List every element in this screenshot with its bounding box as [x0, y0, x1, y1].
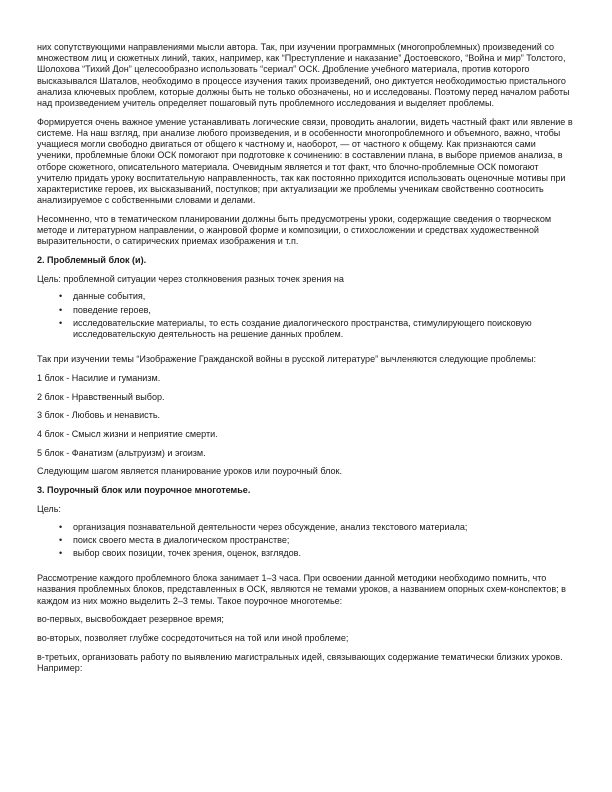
section-3-bullet-list [37, 522, 574, 560]
problem-block-5: 5 блок - Фанатизм (альтруизм) и эгоизм. [37, 447, 206, 458]
paragraph-third: в-третьих, организовать работу по выявлению магистральных идей, связывающих содержание тематически близких уроков. Например: [37, 651, 563, 673]
document-page [37, 42, 574, 682]
paragraph-block-duration: Рассмотрение каждого проблемного блока занимает 1–3 часа. При освоении данной методики необходимо помнить, что названия проблемных блоков, представленных в ОСК, являются не темами уроков, а названием опорных схем-конспектов; в каждом из них можно выделить 2–3 темы. Такое поурочное многотемье: [37, 573, 566, 606]
list-item: • поиск своего места в диалогическом пространстве; [73, 535, 574, 546]
list-item: • организация познавательной деятельности через обсуждение, анализ текстового материала; [73, 522, 574, 533]
list-item: • поведение героев, [73, 305, 574, 316]
section-2-next-step: Следующим шагом является планирование уроков или поурочный блок. [37, 466, 343, 477]
paragraph-first: во-первых, высвобождает резервное время; [37, 614, 224, 625]
list-item: • выбор своих позиции, точек зрения, оценок, взглядов. [73, 548, 574, 559]
section-2-intro: Так при изучении темы “Изображение Гражданской войны в русской литературе” вычленяются следующие проблемы: [37, 354, 536, 365]
paragraph-serial-osk: них сопутствующими направлениями мысли автора. Так, при изучении программных (многопроблемных) произведений со множеством лиц и сюжетных линий, таких, например, как “Преступление и наказание” Достоевского, “Война и мир” Толстого, Шолохова “Тихий Дон” целесообразно использовать “сериал” ОСК. Дробление учебного материала, против которого высказывался Шаталов, необходимо в процессе изучения таких произведений, оно диктуется необходимостью пристального анализа ключевых проблем, которые должны быть не только обозначены, но и исследованы. Поэтому перед началом работы над произведением учитель определяет пошаговый путь проблемного исследования и выделяет проблемы. [37, 42, 570, 109]
section-2-goal: Цель: проблемной ситуации через столкновения разных точек зрения на [37, 273, 344, 284]
problem-block-2: 2 блок - Нравственный выбор. [37, 391, 165, 402]
list-item: • данные события, [73, 291, 574, 302]
paragraph-second: во-вторых, позволяет глубже сосредоточиться на той или иной проблеме; [37, 632, 349, 643]
section-3-goal: Цель: [37, 503, 61, 514]
problem-block-4: 4 блок - Смысл жизни и неприятие смерти. [37, 428, 218, 439]
paragraph-thematic-planning: Несомненно, что в тематическом планировании должны быть предусмотрены уроки, содержащие сведения о творческом методе и литературном направлении, о жанровой форме и композиции, о стихосложении и средствах художественной выразительности, о сатирических приемах изображения и т.п. [37, 213, 552, 247]
paragraph-logical-links: Формируется очень важное умение устанавливать логические связи, проводить аналогии, видеть частный факт или явление в системе. На наш взгляд, при анализе любого произведения, и в особенности многопроблемного и объемного, важно, чтобы учащиеся могли свободно двигаться от общего к частному и, наоборот, — от частного к общему. Как признаются сами ученики, проблемные блоки ОСК помогают при подготовке к сочинению: в составлении плана, в выборе приемов анализа, в отборе сюжетного, описательного материала. Очевидным является и тот факт, что блочно-проблемные ОСК помогают учителю придать уроку воспитательную направленность, так как постоянно приходится использовать оценочные мотивы при характеристике героев, их высказываний, поступков; при актуализации же проблемы ученикам свойственно соотносить анализируемое с собственными словами и делами. [37, 116, 573, 206]
list-item: • исследовательские материалы, то есть создание диалогического пространства, стимулирующего поисковую исследовательскую деятельность на решение данных проблем. [73, 318, 574, 340]
section-3-heading: 3. Поурочный блок или поурочное многотемье. [37, 485, 251, 496]
problem-block-3: 3 блок - Любовь и ненависть. [37, 410, 161, 421]
section-2-bullet-list [37, 291, 574, 340]
problem-block-1: 1 блок - Насилие и гуманизм. [37, 372, 161, 383]
section-2-heading: 2. Проблемный блок (и). [37, 254, 147, 265]
